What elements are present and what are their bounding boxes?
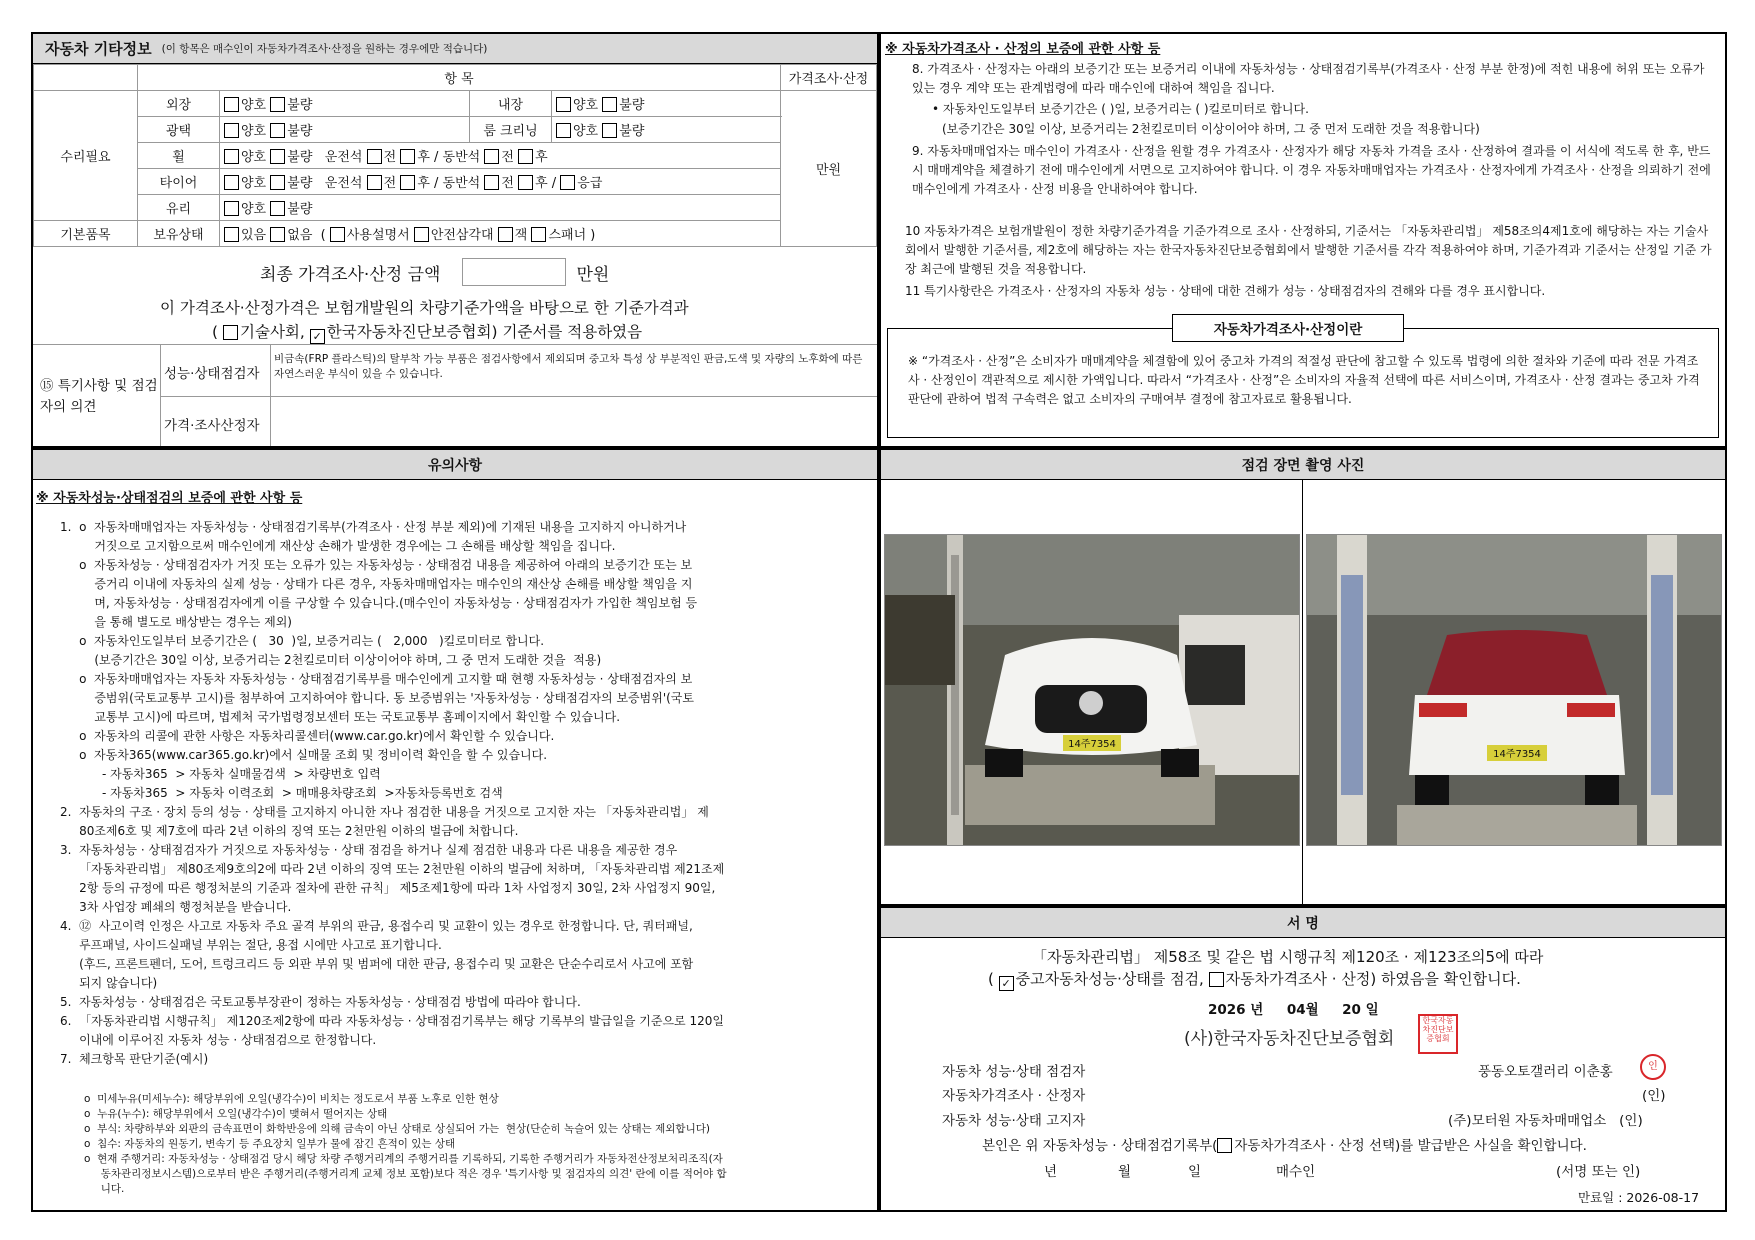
sig-confirm: 본인은 위 자동차성능 · 상태점검기록부( 자동차가격조사 · 산정 선택)를 발급받은 사실을 확인합니다. bbox=[982, 1138, 1587, 1154]
wheel-driver-front-checkbox[interactable] bbox=[367, 149, 382, 164]
notes-line: 3. 자동차성능 · 상태점검자가 거짓으로 자동차성능 · 상태 점검을 하거나 실제 점검한 내용과 다른 내용을 제공한 경우 bbox=[60, 843, 678, 857]
notes-line: 며, 자동차성능 · 상태점검자에게 이를 구상할 수 있습니다.(매수인이 자동차성능 · 상태점검자가 가입한 책임보험 등 bbox=[60, 596, 698, 610]
glass-good-checkbox[interactable] bbox=[224, 201, 239, 216]
notes-line: 5. 자동차성능 · 상태점검은 국토교통부장관이 정하는 자동차성능 · 상태점검 방법에 따라야 합니다. bbox=[60, 995, 581, 1009]
wheel-passenger-rear-checkbox[interactable] bbox=[518, 149, 533, 164]
buyer-sign: (서명 또는 인) bbox=[1556, 1164, 1641, 1180]
price-define-text: ※ “가격조사 · 산정”은 소비자가 매매계약을 체결함에 있어 중고차 가격의 적절성 판단에 참고할 수 있도록 법령에 의한 절차와 기준에 따라 전문 가격조사 · 산정인이 객관적으로 제시한 가액입니다. 따라서 “가격조사 · 산정”은 소비자의 자율적 선택에 따른 서비스이며, 가격조사 · 산정 결과는 중고차 가격판단에 관하여 법적 구속력은 없고 소비자의 구매여부 결정에 참고자료로 활용됩니다. bbox=[908, 354, 1700, 406]
wheel-label: 휠 bbox=[138, 143, 220, 169]
notes-line: 1. ο 자동차매매업자는 자동차성능 · 상태점검기록부(가격조사 · 산정 부분 제외)에 기재된 내용을 고지하지 아니하거나 bbox=[60, 520, 687, 534]
rear-photo bbox=[1306, 534, 1722, 846]
notes-line: 3차 사업장 폐쇄의 행정처분을 받습니다. bbox=[60, 900, 292, 914]
room-clean-label: 룸 크리닝 bbox=[470, 117, 552, 143]
buyer-label: 매수인 bbox=[1276, 1164, 1316, 1180]
sig-price-checkbox[interactable] bbox=[1209, 972, 1224, 987]
criteria-line: ο 현재 주행거리: 자동차성능 · 상태점검 당시 해당 차량 주행거리계의 주행거리를 기록하되, 기록한 주행거리가 자동차전산정보처리조직(자 bbox=[84, 1153, 723, 1165]
tire-driver-front-checkbox[interactable] bbox=[367, 175, 382, 190]
sig-line1: 「자동차관리법」 제58조 및 같은 법 시행규칙 제120조 · 제123조의5에 따라 bbox=[1032, 948, 1544, 966]
manual-checkbox[interactable] bbox=[330, 227, 345, 242]
sig-row2-label: 자동차가격조사 · 산정자 bbox=[942, 1088, 1086, 1104]
notes-line: ο 자동차365(www.car365.go.kr)에서 실매물 조회 및 정비이력 확인을 할 수 있습니다. bbox=[60, 748, 548, 762]
notes-header: 유의사항 bbox=[33, 450, 877, 480]
signature-header: 서 명 bbox=[881, 908, 1725, 938]
price-inspector-label: 가격·조사산정자 bbox=[164, 418, 260, 434]
notes-line: 7. 체크항목 판단기준(예시) bbox=[60, 1052, 209, 1066]
basis-tech-checkbox[interactable] bbox=[223, 325, 238, 340]
room-bad-checkbox[interactable] bbox=[602, 123, 617, 138]
other-info-title: 자동차 기타정보 bbox=[45, 40, 152, 58]
triangle-checkbox[interactable] bbox=[414, 227, 429, 242]
photos-header: 점검 장면 촬영 사진 bbox=[881, 450, 1725, 480]
notes-title: ※ 자동차성능·상태점검의 보증에 관한 사항 등 bbox=[36, 491, 303, 506]
notes-line: 되지 않습니다) bbox=[60, 976, 158, 990]
jack-checkbox[interactable] bbox=[498, 227, 513, 242]
guarantee-item-8-note: (보증기간은 30일 이상, 보증거리는 2천킬로미터 이상이어야 하며, 그 중 먼저 도래한 것을 적용합니다) bbox=[942, 122, 1480, 136]
notes-line: ο 자동차인도일부터 보증기간은 ( 30 )일, 보증거리는 ( 2,000 )킬로미터로 합니다. bbox=[60, 634, 545, 648]
repair-label: 수리필요 bbox=[34, 91, 138, 221]
guarantee-item-11: 11 특기사항란은 가격조사 · 산정자의 자동차 성능 · 상태에 대한 견해가 성능 · 상태점검자의 견해와 다를 경우 표시합니다. bbox=[905, 284, 1546, 298]
interior-bad-checkbox[interactable] bbox=[602, 97, 617, 112]
sig-row3-value: (주)모터원 자동차매매업소 (인) bbox=[1448, 1113, 1643, 1129]
guarantee-title: ※ 자동차가격조사 · 산정의 보증에 관한 사항 등 bbox=[885, 42, 1161, 57]
exterior-label: 외장 bbox=[138, 91, 220, 117]
other-info-table: 항 목 가격조사·산정 수리필요 외장 양호 불량 내장 양호 불량 만원 광택 양호 불량 룸 크리닝 양호 불량 휠 양호 불량 운전석 전 후 / 동반석 전 후 타이어 양호 불량 운전석 전 후 / 동반석 전 후 / 응급 유리 양호 불량 기본품목 보유상태 있음 없음 ( 사용설명서 안전삼각대 잭 스패너 ) bbox=[33, 64, 877, 247]
notes-line: - 자동차365 > 자동차 실매물검색 > 차량번호 입력 bbox=[60, 767, 381, 781]
exterior-good-checkbox[interactable] bbox=[224, 97, 239, 112]
buyer-day: 일 bbox=[1188, 1164, 1202, 1180]
other-info-title-bar bbox=[33, 34, 877, 64]
notes-line: (보증기간은 30일 이상, 보증거리는 2천킬로미터 이상이어야 하며, 그 중 먼저 도래한 것을 적용) bbox=[60, 653, 602, 667]
guarantee-item-8-sub: • 자동차인도일부터 보증기간은 ( )일, 보증거리는 ( )킬로미터로 합니다. bbox=[932, 102, 1309, 116]
notes-line: (후드, 프론트펜더, 도어, 트렁크리드 등 외판 부위 및 범퍼에 대한 판금, 용접수리 및 교환은 단순수리로서 사고에 포함 bbox=[60, 957, 694, 971]
notes-line: 거짓으로 고지함으로써 매수인에게 재산상 손해가 발생한 경우에는 그 손해를 배상할 책임을 집니다. bbox=[60, 539, 616, 553]
col-item-header: 항 목 bbox=[138, 65, 781, 91]
room-good-checkbox[interactable] bbox=[556, 123, 571, 138]
sig-row1-value: 풍동오토갤러리 이춘홍 bbox=[1478, 1064, 1613, 1080]
notes-line: ο 자동차의 리콜에 관한 사항은 자동차리콜센터(www.car.go.kr)에서 확인할 수 있습니다. bbox=[60, 729, 555, 743]
basis-line1: 이 가격조사·산정가격은 보험개발원의 차량기준가액을 바탕으로 한 기준가격과 bbox=[160, 299, 689, 317]
tire-passenger-front-checkbox[interactable] bbox=[484, 175, 499, 190]
notes-lines bbox=[60, 518, 875, 1069]
notes-line: ο 자동차매매업자는 자동차 자동차성능 · 상태점검기록부를 매수인에게 고지할 때 현행 자동차성능 · 상태점검자의 보 bbox=[60, 672, 693, 686]
other-info-note: (이 항목은 매수인이 자동차가격조사·산정을 원하는 경우에만 적습니다) bbox=[161, 43, 488, 55]
sig-row3-label: 자동차 성능·상태 고지자 bbox=[942, 1113, 1086, 1129]
criteria-line: 니다. bbox=[84, 1183, 125, 1195]
confirm-price-checkbox[interactable] bbox=[1217, 1138, 1232, 1153]
inspector-seal: 인 bbox=[1640, 1054, 1666, 1080]
notes-line: - 자동차365 > 자동차 이력조회 > 매매용차량조회 >자동차등록번호 검색 bbox=[60, 786, 503, 800]
front-plate: 14주7354 bbox=[1068, 739, 1116, 750]
sig-association: (사)한국자동차진단보증협회 bbox=[1184, 1029, 1395, 1049]
sig-perf-checkbox[interactable]: ✓ bbox=[999, 976, 1014, 991]
sig-row1-label: 자동차 성능·상태 점검자 bbox=[942, 1064, 1086, 1080]
interior-good-checkbox[interactable] bbox=[556, 97, 571, 112]
col-price-header: 가격조사·산정 bbox=[781, 65, 877, 91]
wheel-passenger-front-checkbox[interactable] bbox=[484, 149, 499, 164]
guarantee-item-10: 10 자동차가격은 보험개발원이 정한 차량기준가격을 기준가격으로 조사 · 산정하되, 기준서는 「자동차관리법」 제58조의4제1호에 해당하는 자는 기술사회에서 발행한 기준서를, 제2호에 해당하는 자는 한국자동차진단보증협회에서 발행한 기준서를 각각 적용하여야 하며, 기준가격과 기준서는 산정일 기준 가장 최근에 발행된 것을 적용합니다. bbox=[905, 224, 1712, 276]
notes-line: 2항 등의 규정에 따른 행정처분의 기준과 절차에 관한 규칙」 제5조제1항에 따라 1차 사업정지 30일, 2차 사업정지 90일, bbox=[60, 881, 716, 895]
sig-row2-value: (인) bbox=[1642, 1088, 1666, 1104]
basis-line2: ( 기술사회, ✓ 한국자동차진단보증협회) 기준서를 적용하였음 bbox=[212, 323, 643, 343]
tire-good-checkbox[interactable] bbox=[224, 175, 239, 190]
notes-line: 6. 「자동차관리법 시행규칙」 제120조제2항에 따라 자동차성능 · 상태점검기록부는 해당 기록부의 발급일을 기준으로 120일 bbox=[60, 1014, 724, 1028]
price-define-title: 자동차가격조사·산정이란 bbox=[1172, 314, 1404, 342]
glass-bad-checkbox[interactable] bbox=[270, 201, 285, 216]
expiry-date: 만료일 : 2026-08-17 bbox=[1578, 1190, 1700, 1205]
criteria-line: ο 침수: 자동차의 원동기, 변속기 등 주요장치 일부가 물에 잠긴 흔적이 있는 상태 bbox=[84, 1138, 456, 1150]
criteria-line: ο 누유(누수): 해당부위에서 오일(냉각수)이 맺혀서 떨어지는 상태 bbox=[84, 1108, 388, 1120]
perf-inspector-label: 성능·상태점검자 bbox=[164, 366, 260, 382]
special-divider2 bbox=[270, 344, 271, 446]
gloss-bad-checkbox[interactable] bbox=[270, 123, 285, 138]
notes-line: 2. 자동차의 구조 · 장치 등의 성능 · 상태를 고지하지 아니한 자나 점검한 내용을 거짓으로 고지한 자는 「자동차관리법」 제 bbox=[60, 805, 709, 819]
spanner-checkbox[interactable] bbox=[531, 227, 546, 242]
notes-line: 루프패널, 사이드실패널 부위는 절단, 용접 시에만 사고로 표기합니다. bbox=[60, 938, 442, 952]
tire-emergency-checkbox[interactable] bbox=[560, 175, 575, 190]
notes-line: 80조제6호 및 제7호에 따라 2년 이하의 징역 또는 2천만원 이하의 벌금에 처합니다. bbox=[60, 824, 519, 838]
criteria-line: ο 미세누유(미세누수): 해당부위에 오일(냉각수)이 비치는 정도로서 부품 노후로 인한 현상 bbox=[84, 1093, 499, 1105]
guarantee-item-9: 9. 자동차매매업자는 매수인이 가격조사 · 산정을 원할 경우 가격조사 · 산정자가 해당 자동차 가격을 조사 · 산정하여 결과를 이 서식에 적도록 한 후, 반드시 매매계약을 체결하기 전에 매수인에게 서면으로 고지하여야 합니다. 이 경우 자동차매매업자는 가격조사 · 산정자에게 가격조사 · 산정을 의뢰하기 전에 매수인에게 가격조사 · 산정 비용을 안내하여야 합니다. bbox=[912, 144, 1711, 196]
final-amount-row bbox=[260, 258, 609, 286]
hold-status-label: 보유상태 bbox=[138, 221, 220, 247]
wheel-good-checkbox[interactable] bbox=[224, 149, 239, 164]
final-amount-input[interactable] bbox=[462, 258, 566, 286]
special-divider bbox=[160, 344, 161, 446]
sig-date: 2026 년 04월 20 일 bbox=[1208, 1002, 1379, 1018]
photo-divider bbox=[1302, 480, 1303, 906]
guarantee-item-8: 8. 가격조사 · 산정자는 아래의 보증기간 또는 보증거리 이내에 자동차성능 · 상태점검기록부(가격조사 · 산정 부분 한정)에 적힌 내용에 허위 또는 오류가 있는 경우 계약 또는 관계법령에 따라 매수인에 대하여 책임을 집니다. bbox=[912, 62, 1705, 95]
sig-line2: ( ✓ 중고자동차성능·상태를 점검, 자동차가격조사 · 산정) 하였음을 확인합니다. bbox=[988, 970, 1521, 990]
glass-label: 유리 bbox=[138, 195, 220, 221]
price-unit: 만원 bbox=[781, 91, 877, 247]
buyer-month: 월 bbox=[1118, 1164, 1132, 1180]
notes-line: 이내에 이루어진 자동차 성능 · 상태점검으로 한정합니다. bbox=[60, 1033, 377, 1047]
final-amount-label: 최종 가격조사·산정 금액 bbox=[260, 264, 441, 285]
notes-line: 을 통해 별도로 배상받는 경우는 제외) bbox=[60, 615, 292, 629]
notes-line: 증거리 이내에 자동차의 실제 성능 · 상태가 다른 경우, 자동차매매업자는 매수인의 재산상 손해를 배상할 책임을 지 bbox=[60, 577, 693, 591]
notes-line: ο 자동차성능 · 상태점검자가 거짓 또는 오류가 있는 자동차성능 · 상태점검 내용을 제공하여 아래의 보증기간 또는 보 bbox=[60, 558, 693, 572]
wheel-driver-rear-checkbox[interactable] bbox=[400, 149, 415, 164]
interior-label: 내장 bbox=[470, 91, 552, 117]
special-label: ⑮ 특기사항 및 점검자의 의견 bbox=[40, 378, 158, 415]
perf-opinion: 비금속(FRP 플라스틱)의 탈부착 가능 부품은 점검사항에서 제외되며 중고차 특성 상 부분적인 판금,도색 및 자량의 노후화에 따른 자연스러운 부식이 있을 수 있습니다. bbox=[274, 353, 863, 380]
criteria-line: 동차관리정보시스템)으로부터 받은 주행거리(주행거리계 교체 정보 포함)보다 적은 경우 '특기사항 및 점검자의 의견' 란에 이를 적어야 합 bbox=[84, 1168, 727, 1180]
special-mid bbox=[160, 396, 877, 397]
none-checkbox[interactable] bbox=[270, 227, 285, 242]
criteria-lines bbox=[84, 1092, 874, 1197]
tire-bad-checkbox[interactable] bbox=[270, 175, 285, 190]
tire-label: 타이어 bbox=[138, 169, 220, 195]
gloss-label: 광택 bbox=[138, 117, 220, 143]
notes-line: 4. ⑫ 사고이력 인정은 사고로 자동차 주요 골격 부위의 판금, 용접수리 및 교환이 있는 경우로 한정합니다. 단, 쿼터패널, bbox=[60, 919, 693, 933]
buyer-year: 년 bbox=[1044, 1164, 1058, 1180]
exterior-bad-checkbox[interactable] bbox=[270, 97, 285, 112]
tire-passenger-rear-checkbox[interactable] bbox=[518, 175, 533, 190]
gloss-good-checkbox[interactable] bbox=[224, 123, 239, 138]
final-amount-unit: 만원 bbox=[576, 264, 610, 285]
front-photo bbox=[884, 534, 1300, 846]
notes-line: 증범위(국토교통부 고시)를 첨부하여 고지하여야 합니다. 동 보증범위는 '자동차성능 · 상태점검자의 보증범위'(국토 bbox=[60, 691, 694, 705]
notes-line: 교통부 고시)에 따르며, 법제처 국가법령정보센터 또는 국토교통부 홈페이지에서 확인할 수 있습니다. bbox=[60, 710, 621, 724]
wheel-bad-checkbox[interactable] bbox=[270, 149, 285, 164]
basis-kaida-checkbox[interactable]: ✓ bbox=[310, 329, 325, 344]
basic-label: 기본품목 bbox=[34, 221, 138, 247]
association-seal: 한국자동차진단보증협회 bbox=[1418, 1014, 1458, 1054]
rear-plate: 14주7354 bbox=[1493, 749, 1541, 760]
have-checkbox[interactable] bbox=[224, 227, 239, 242]
tire-driver-rear-checkbox[interactable] bbox=[400, 175, 415, 190]
criteria-line: ο 부식: 차량하부와 외판의 금속표면이 화학반응에 의해 금속이 아닌 상태로 상실되어 가는 현상(단순히 녹슬어 있는 상태는 제외합니다) bbox=[84, 1123, 710, 1135]
notes-line: 「자동차관리법」 제80조제9호의2에 따라 2년 이하의 징역 또는 2천만원 이하의 벌금에 처하며, 「자동차관리법 제21조제 bbox=[60, 862, 725, 876]
